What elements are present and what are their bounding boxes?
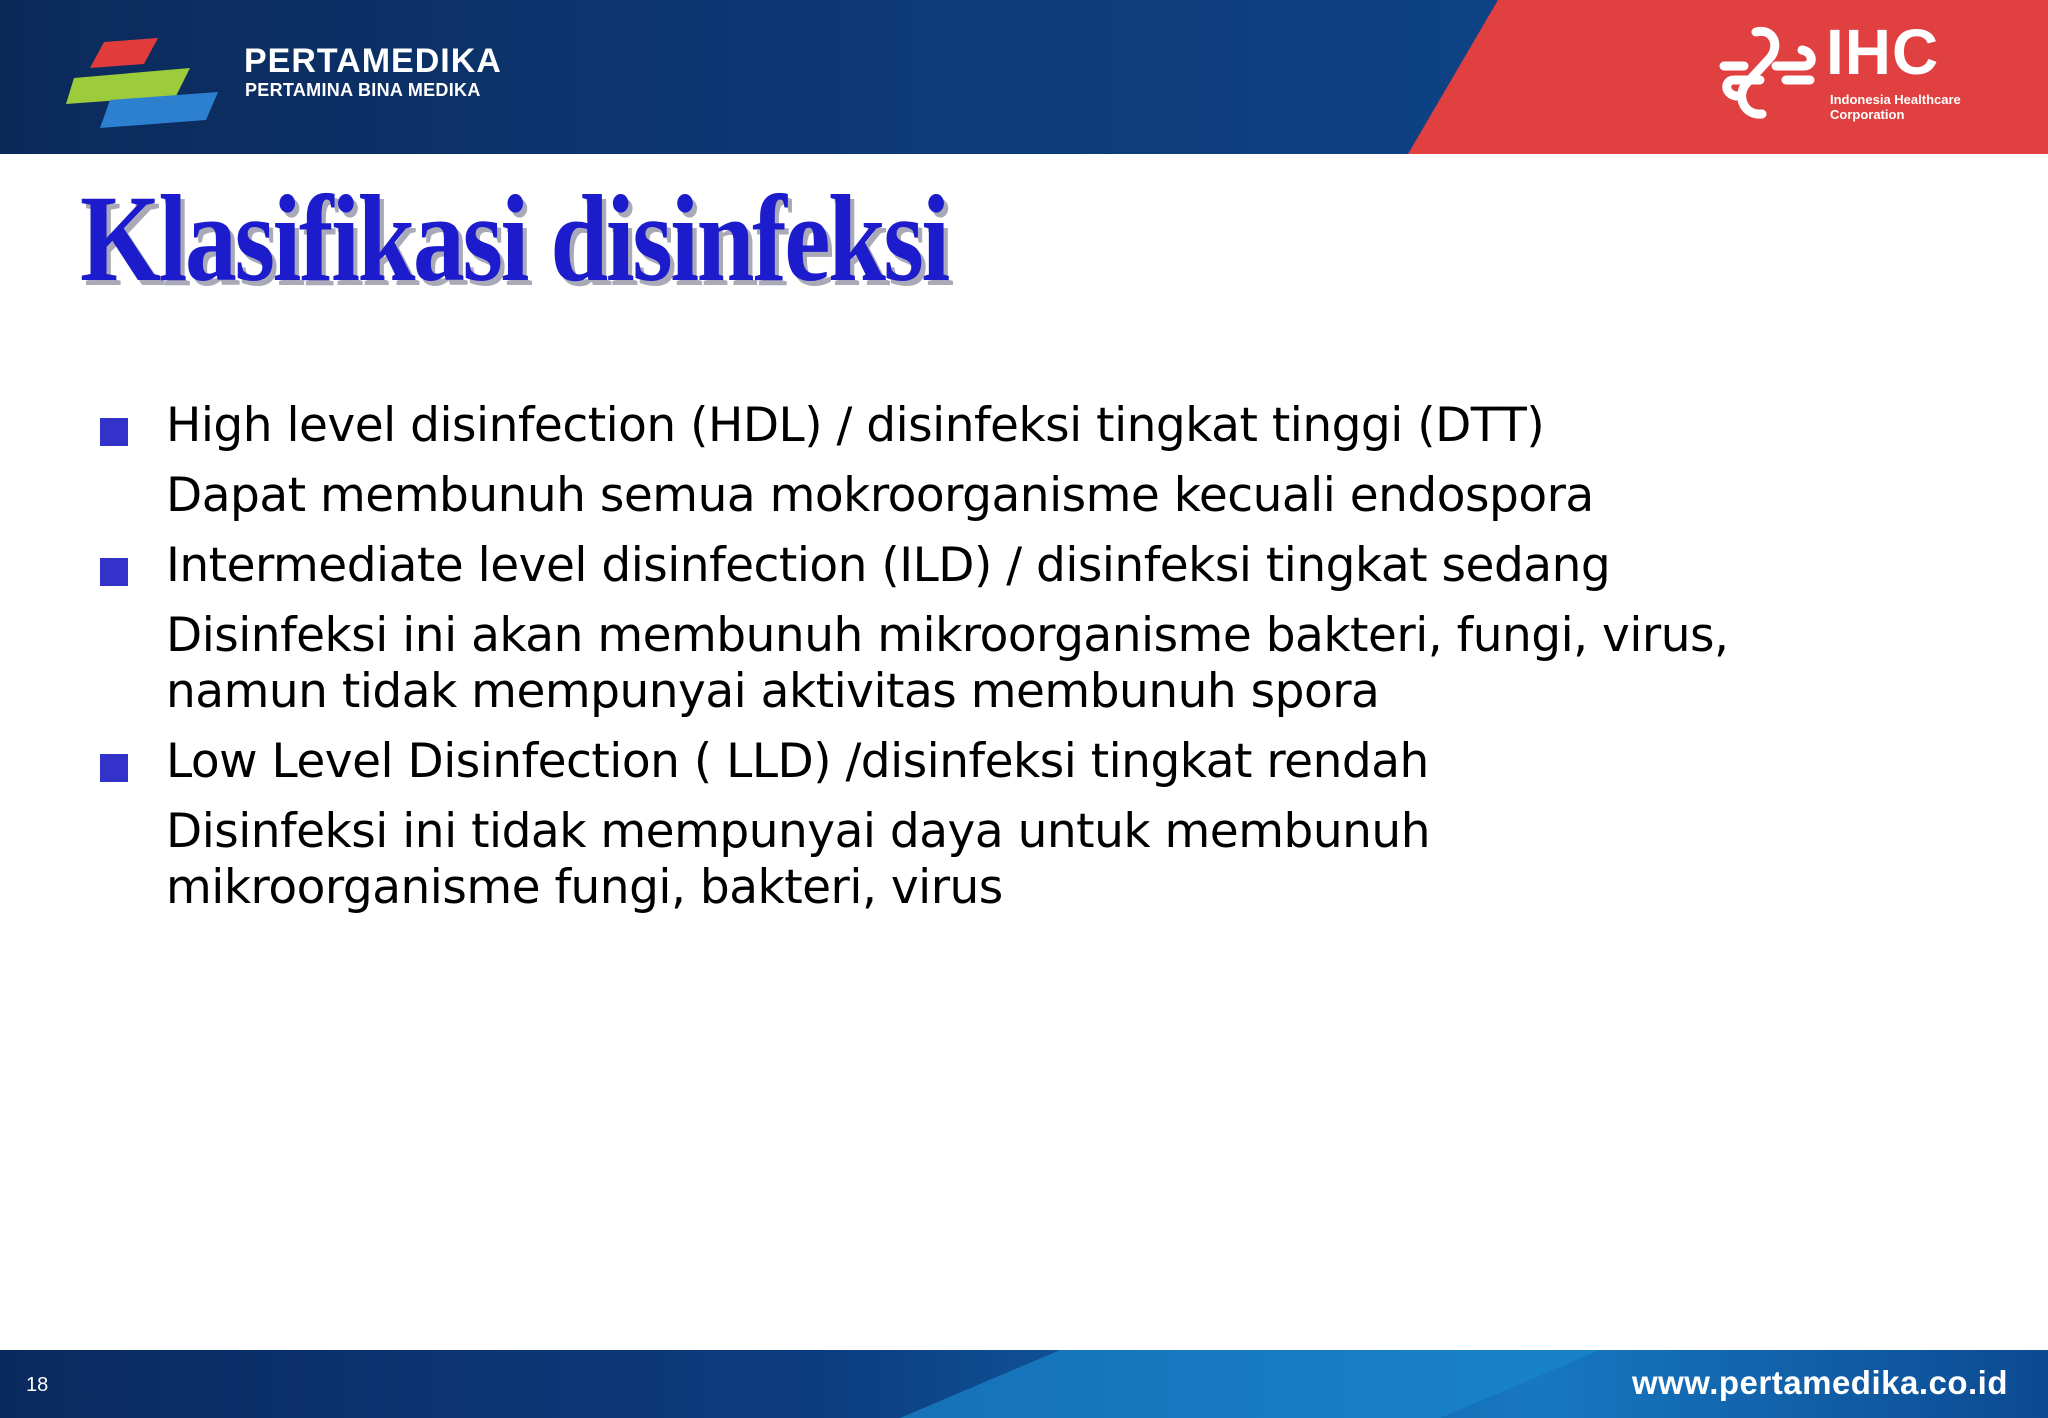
partner-tagline-line-2: Corporation bbox=[1830, 107, 1905, 122]
item-heading: Low Level Disinfection ( LLD) /disinfeksi tingkat rendah bbox=[166, 734, 1429, 789]
org-subtitle: PERTAMINA BINA MEDIKA bbox=[245, 80, 481, 100]
org-name: PERTAMEDIKA bbox=[244, 42, 502, 80]
item-heading: Intermediate level disinfection (ILD) / disinfeksi tingkat sedang bbox=[166, 538, 1611, 593]
slide-title: Klasifikasi disinfeksi bbox=[80, 170, 948, 307]
partner-name: IHC bbox=[1826, 16, 1940, 88]
bullet-square-icon bbox=[100, 418, 128, 446]
pertamedika-logo-icon bbox=[66, 34, 220, 130]
partner-tagline-line-1: Indonesia Healthcare bbox=[1830, 92, 1961, 107]
bullet-square-icon bbox=[100, 558, 128, 586]
item-description-line-1: Disinfeksi ini akan membunuh mikroorganisme bakteri, fungi, virus, bbox=[166, 608, 1729, 663]
item-description-text: Dapat membunuh semua mokroorganisme kecuali endospora bbox=[166, 468, 1594, 523]
item-description bbox=[166, 608, 1980, 720]
ihc-logo-icon bbox=[1716, 22, 1820, 126]
footer-accent bbox=[900, 1350, 1600, 1418]
list-item-lld bbox=[100, 734, 1980, 916]
item-description-line-1: Disinfeksi ini tidak mempunyai daya untuk membunuh bbox=[166, 804, 1430, 859]
item-description bbox=[166, 804, 1980, 916]
bullet-list bbox=[100, 398, 1980, 916]
item-heading: High level disinfection (HDL) / disinfeksi tingkat tinggi (DTT) bbox=[166, 398, 1545, 453]
list-item-ild bbox=[100, 538, 1980, 720]
bullet-square-icon bbox=[100, 754, 128, 782]
page-number: 18 bbox=[26, 1374, 49, 1396]
item-description-line-2: namun tidak mempunyai aktivitas membunuh spora bbox=[166, 664, 1380, 719]
item-description-line-2: mikroorganisme fungi, bakteri, virus bbox=[166, 860, 1003, 915]
item-description bbox=[166, 468, 1980, 524]
list-item-hdl bbox=[100, 398, 1980, 524]
website-url: www.pertamedika.co.id bbox=[1631, 1364, 2008, 1401]
header-bar bbox=[0, 0, 2048, 154]
partner-tagline bbox=[1830, 92, 2030, 122]
footer-bar bbox=[0, 1350, 2048, 1418]
